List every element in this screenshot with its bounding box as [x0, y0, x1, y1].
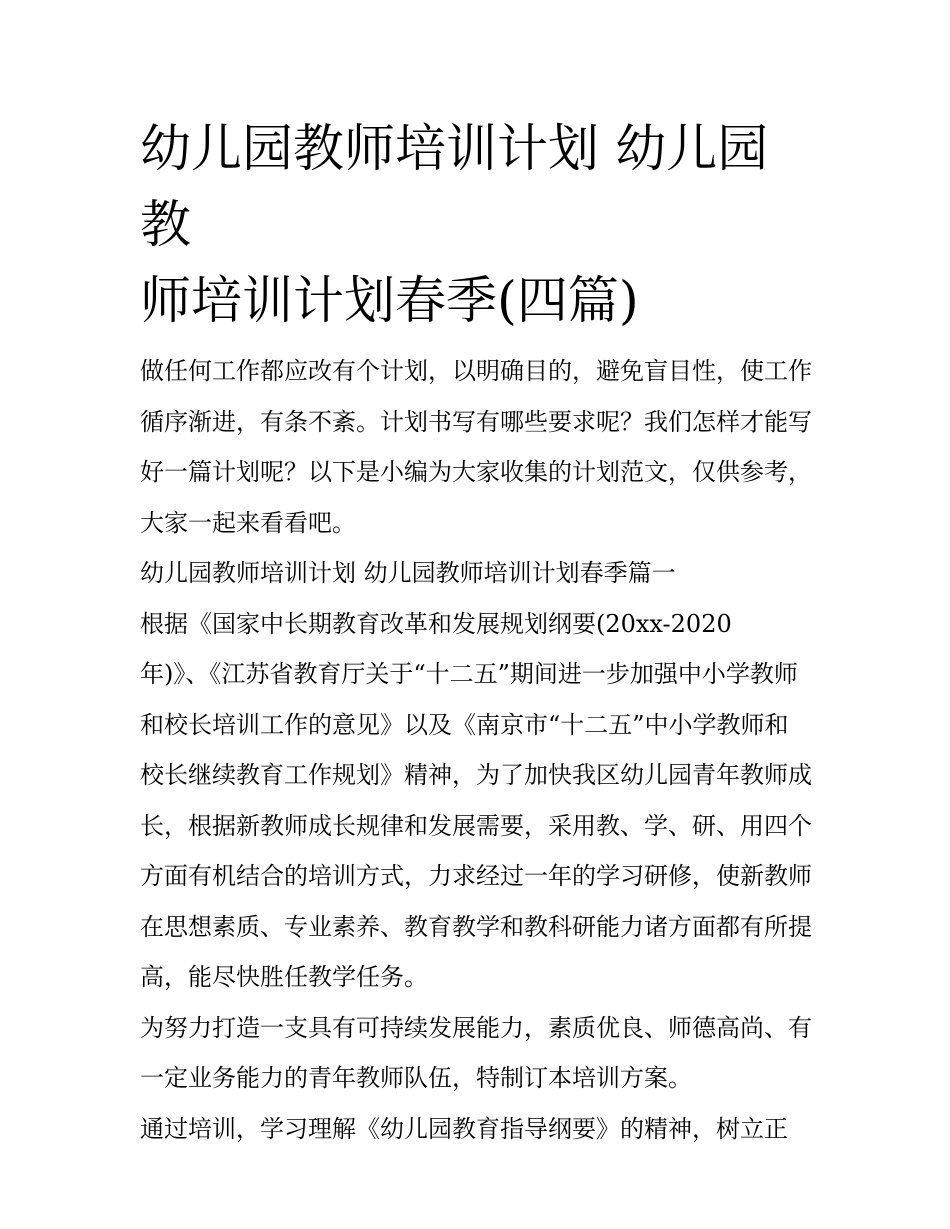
document-page — [140, 112, 812, 1154]
training-paragraph: 通过培训，学习理解《幼儿园教育指导纲要》的精神，树立正 — [140, 1114, 788, 1143]
document-title — [140, 112, 812, 340]
intro-paragraph: 做任何工作都应改有个计划，以明确目的，避免盲目性，使工作循序渐进，有条不紊。计划书写有哪些要求呢？我们怎样才能写好一篇计划呢？以下是小编为大家收集的计划范文，仅供参考，大家一起来看看吧。 — [140, 357, 812, 537]
section-heading: 幼儿园教师培训计划 幼儿园教师培训计划春季篇一 — [140, 559, 676, 587]
title-line-2: 师培训计划春季(四篇) — [140, 272, 639, 331]
title-line-1: 幼儿园教师培训计划 幼儿园教 — [140, 120, 769, 255]
document-body — [140, 346, 812, 1154]
goal-paragraph: 为努力打造一支具有可持续发展能力，素质优良、师德高尚、有一定业务能力的青年教师队伍，特制订本培训方案。 — [140, 1013, 812, 1092]
basis-paragraph: 年)》、《江苏省教育厅关于“十二五”期间进一步加强中小学教师和校长培训工作的意见》以及《南京市“十二五”中小学教师和校长继续教育工作规划》精神，为了加快我区幼儿园青年教师成长，根据新教师成长规律和发展需要，采用教、学、研、用四个方面有机结合的培训方式，力求经过一年的学习研修，使新教师在思想素质、专业素养、教育教学和教科研能力诸方面都有所提高，能尽快胜任教学任务。 — [140, 660, 812, 991]
basis-paragraph-start: 根据《国家中长期教育改革和发展规划纲要(20xx-2020 — [140, 609, 732, 638]
